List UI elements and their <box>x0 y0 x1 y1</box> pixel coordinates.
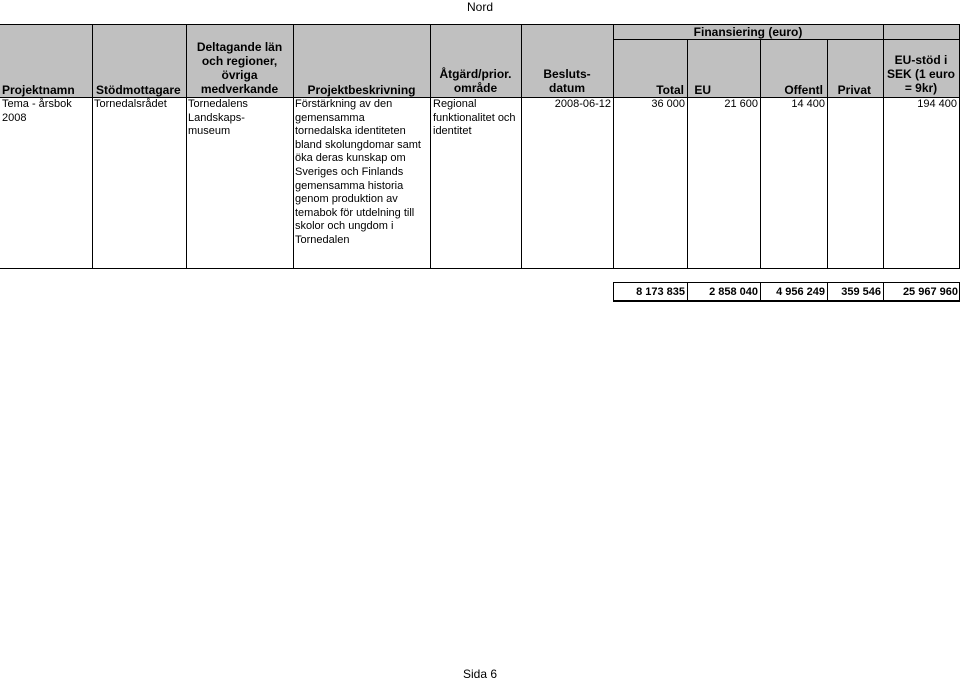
header-offentl: Offentl <box>784 83 823 97</box>
finansiering-underline <box>613 39 960 40</box>
column-divider <box>430 24 431 268</box>
header-projektnamn: Projektnamn <box>2 83 75 97</box>
cell-line: temabok för utdelning till <box>295 206 415 219</box>
header-finansiering: Finansiering (euro) <box>693 25 803 39</box>
header-beslutsdatum <box>521 67 613 95</box>
totals-total: 8 173 835 <box>636 286 685 298</box>
header-beslut-line: Besluts- <box>543 67 591 81</box>
cell-beslutsdatum: 2008-06-12 <box>554 98 611 110</box>
cell-line: gemensamma <box>295 111 365 124</box>
cell-total: 36 000 <box>651 98 685 110</box>
header-deltagande-line: medverkande <box>200 82 279 96</box>
cell-line: identitet <box>433 125 472 138</box>
column-divider <box>521 24 522 268</box>
header-eustod <box>883 53 959 95</box>
cell-line: funktionalitet och <box>433 111 516 124</box>
cell-line: Tornedalens <box>188 98 248 110</box>
column-divider <box>293 24 294 268</box>
header-deltagande <box>186 40 293 96</box>
cell-line: tornedalska identiteten <box>295 125 406 138</box>
header-atgard-line: Åtgärd/prior. <box>439 67 512 81</box>
cell-line: gemensamma historia <box>295 179 404 192</box>
totals-bottom-border <box>613 300 960 302</box>
header-total: Total <box>656 83 684 97</box>
cell-offentl: 14 400 <box>791 98 825 110</box>
header-eustod-line: = 9kr) <box>904 81 938 95</box>
cell-line: genom produktion av <box>295 193 398 206</box>
cell-line: skolor och ungdom i <box>295 220 394 233</box>
data-bottom-border <box>0 268 960 269</box>
header-atgard-line: område <box>453 81 498 95</box>
cell-line: Regional <box>433 98 477 110</box>
totals-eustod: 25 967 960 <box>902 286 958 298</box>
cell-line: bland skolungdomar samt <box>295 138 421 151</box>
column-divider <box>760 39 761 268</box>
cell-deltagande <box>188 98 293 139</box>
cell-line: Förstärkning av den <box>295 98 393 110</box>
column-divider <box>92 24 93 268</box>
header-atgard <box>430 67 521 95</box>
page-footer: Sida 6 <box>462 667 498 681</box>
cell-atgard <box>433 98 521 139</box>
header-stodmottagare: Stödmottagare <box>96 83 181 97</box>
cell-stodmottagare: Tornedalsrådet <box>94 98 167 110</box>
header-eustod-line: SEK (1 euro <box>886 67 955 81</box>
totals-eu: 2 858 040 <box>709 286 758 298</box>
header-beslut-line: datum <box>549 81 585 95</box>
totals-offentl: 4 956 249 <box>776 286 825 298</box>
cell-line: öka deras kunskap om <box>295 152 406 165</box>
totals-privat: 359 546 <box>841 286 881 298</box>
column-divider <box>687 39 688 268</box>
cell-line: Tornedalen <box>295 233 350 246</box>
column-divider <box>827 39 828 268</box>
header-deltagande-line: Deltagande län <box>196 40 283 54</box>
header-eustod-line: EU-stöd i <box>894 53 948 67</box>
cell-eu: 21 600 <box>724 98 758 110</box>
header-privat: Privat <box>837 83 871 97</box>
column-divider <box>613 24 614 268</box>
header-deltagande-line: övriga <box>221 68 258 82</box>
header-eu: EU <box>694 83 711 97</box>
cell-projektnamn <box>2 98 92 125</box>
totals-top-border <box>613 282 960 283</box>
cell-line: museum <box>188 125 231 138</box>
cell-line: Tema - årsbok <box>2 98 72 110</box>
cell-projektbeskrivning <box>295 98 430 248</box>
cell-line: Landskaps- <box>188 111 245 124</box>
cell-line: Sveriges och Finlands <box>295 165 404 178</box>
header-projektbeskrivning: Projektbeskrivning <box>307 83 416 97</box>
header-deltagande-line: och regioner, <box>201 54 278 68</box>
cell-eustod: 194 400 <box>917 98 957 110</box>
page-title: Nord <box>466 0 493 14</box>
cell-line: 2008 <box>2 111 27 124</box>
